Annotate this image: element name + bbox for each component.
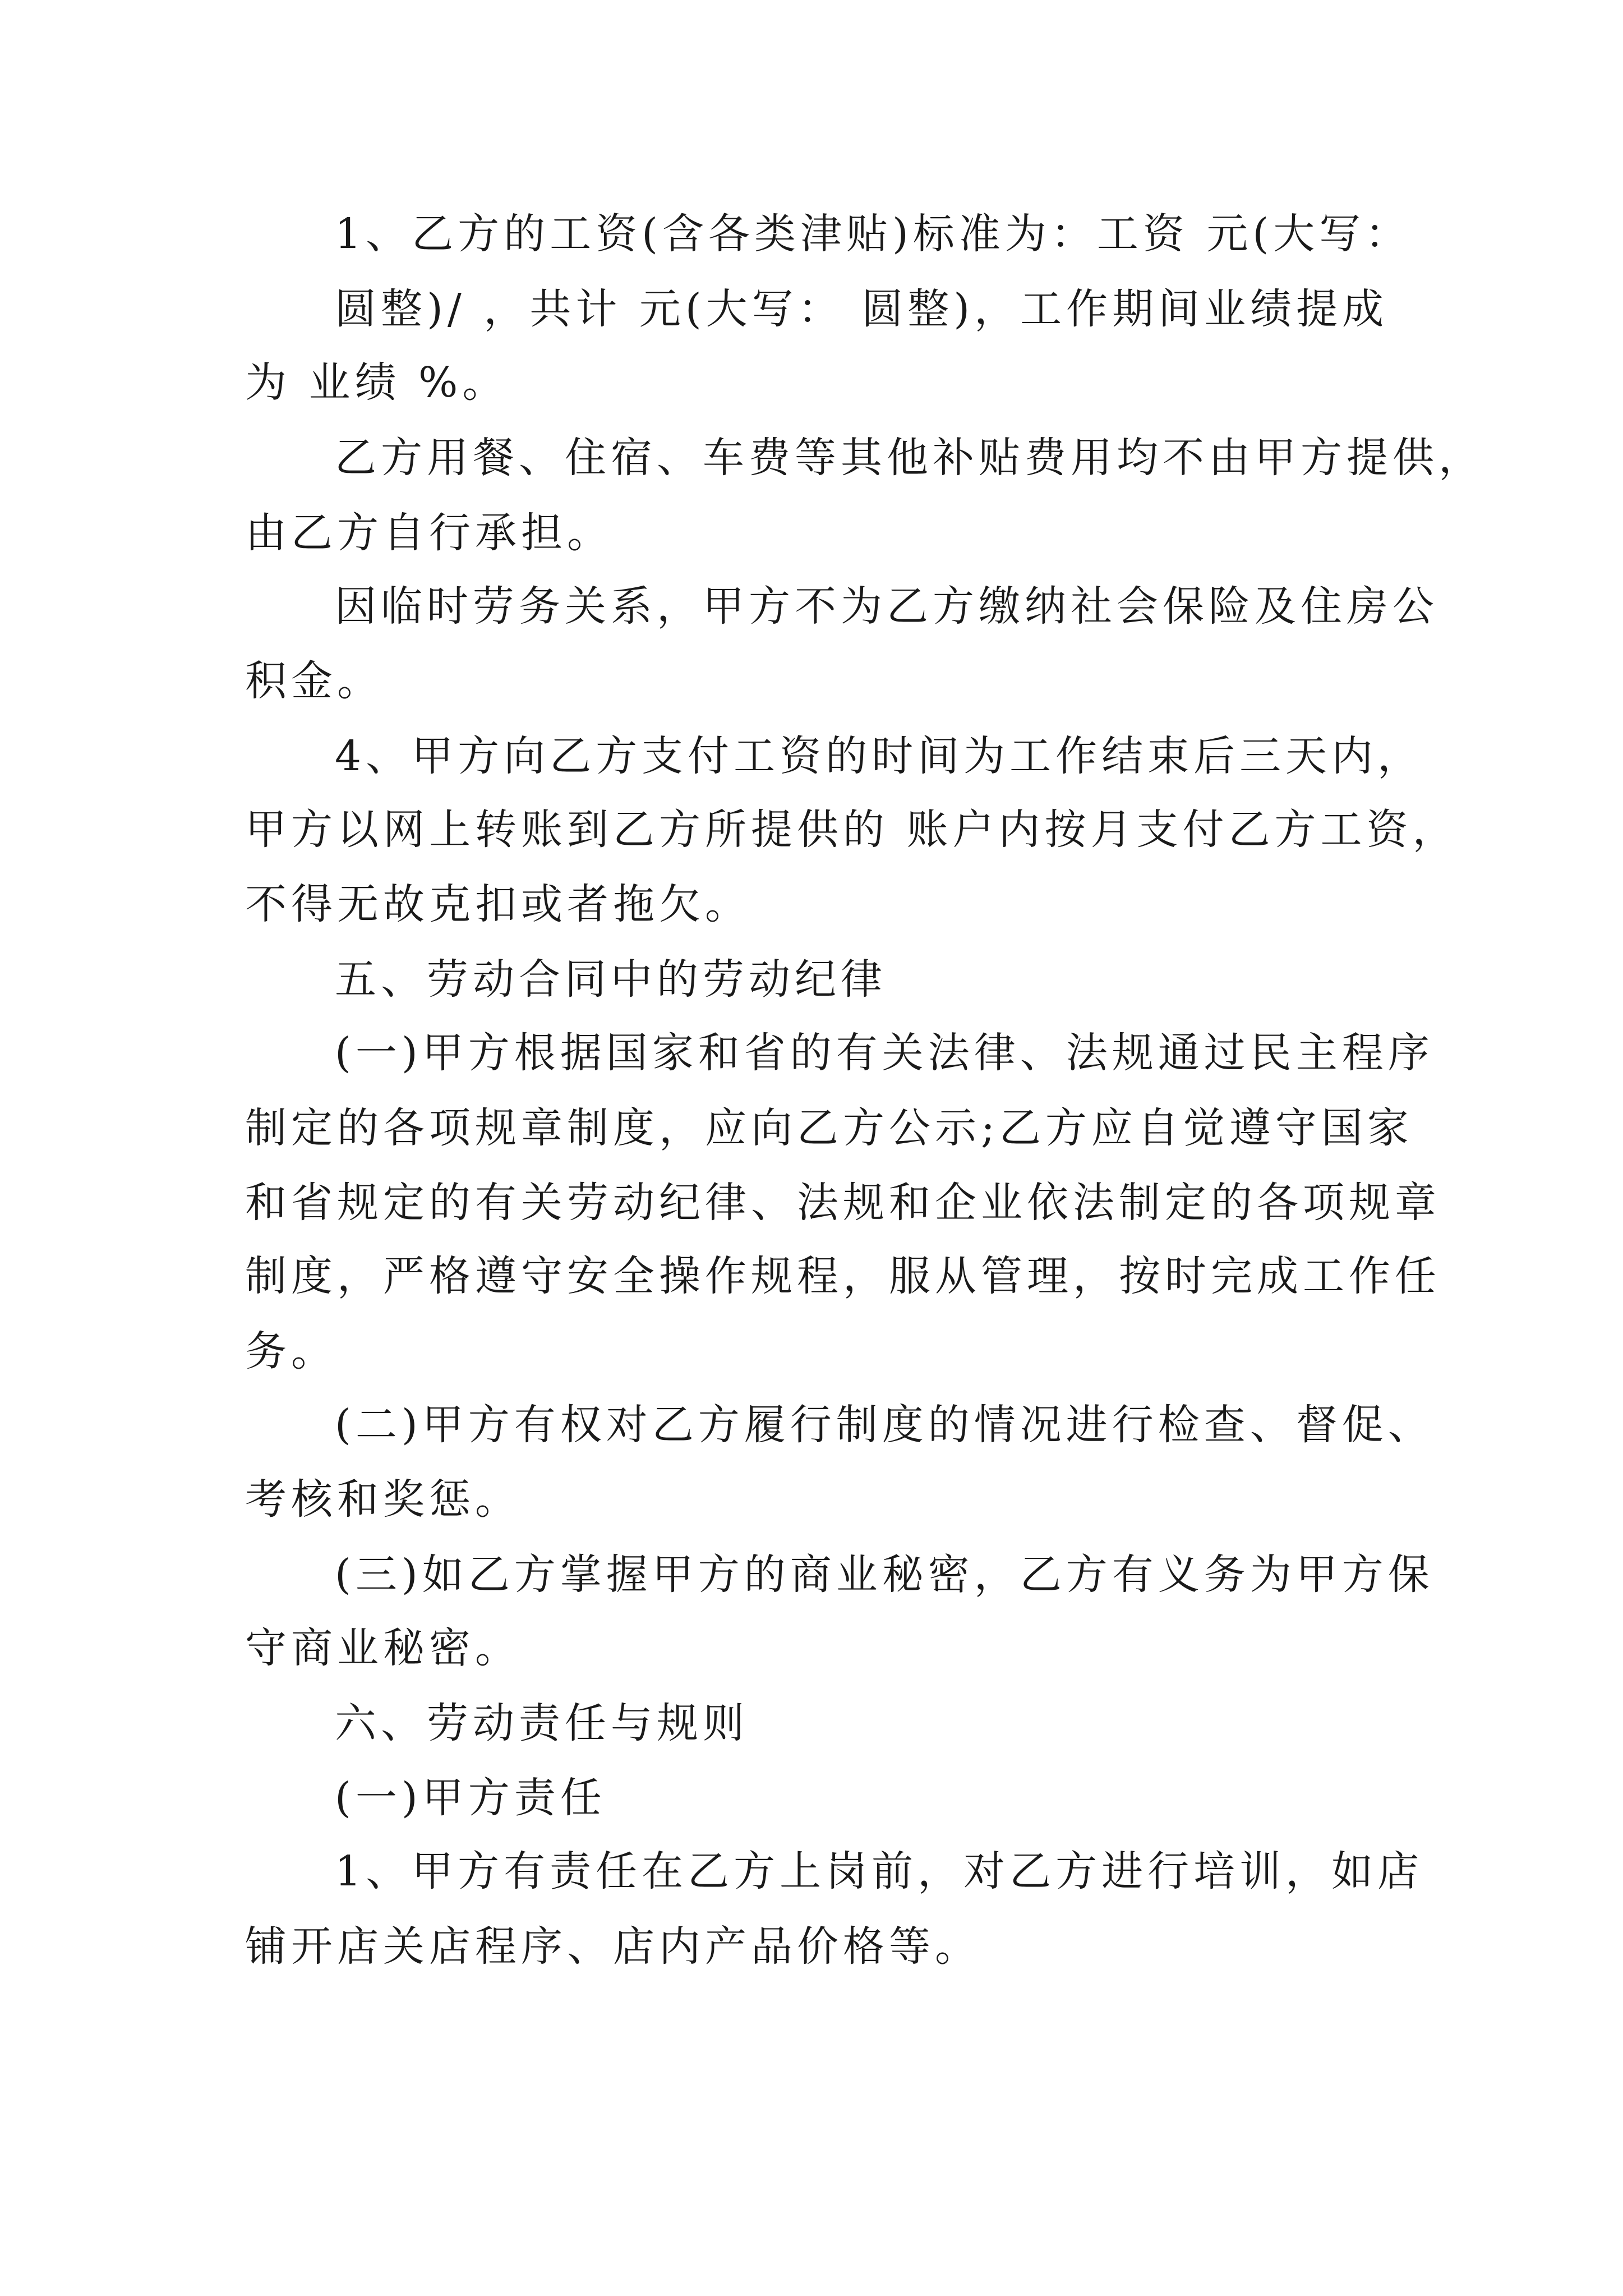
text-line: 和省规定的有关劳动纪律、法规和企业依法制定的各项规章: [245, 1179, 1441, 1227]
text-line: 制定的各项规章制度，应向乙方公示;乙方应自觉遵守国家: [245, 1104, 1413, 1152]
text-line: 不得无故克扣或者拖欠。: [245, 880, 751, 928]
text-line: 圆整)/ ，共计 元(大写： 圆整)，工作期间业绩提成: [335, 285, 1389, 333]
text-line: 守商业秘密。: [245, 1624, 521, 1672]
text-line: (二)甲方有权对乙方履行制度的情况进行检查、督促、: [335, 1401, 1434, 1449]
text-line: 乙方用餐、住宿、车费等其他补贴费用均不由甲方提供，: [335, 434, 1484, 482]
text-line: 铺开店关店程序、店内产品价格等。: [245, 1922, 981, 1971]
text-line: 制度，严格遵守安全操作规程，服从管理，按时完成工作任: [245, 1252, 1441, 1300]
text-line: 考核和奖惩。: [245, 1475, 521, 1524]
text-line: (一)甲方根据国家和省的有关法律、法规通过民主程序: [335, 1029, 1434, 1077]
text-line: 因临时劳务关系，甲方不为乙方缴纳社会保险及住房公: [335, 582, 1438, 631]
section-heading: 五、劳动合同中的劳动纪律: [335, 955, 887, 1004]
text-line: 4、甲方向乙方支付工资的时间为工作结束后三天内，: [335, 732, 1424, 780]
text-line: 甲方以网上转账到乙方所提供的 账户内按月支付乙方工资，: [245, 806, 1459, 854]
text-line: 由乙方自行承担。: [245, 509, 613, 557]
text-line: 务。: [245, 1327, 337, 1375]
subsection-heading: (一)甲方责任: [335, 1774, 606, 1822]
section-heading: 六、劳动责任与规则: [335, 1699, 749, 1747]
text-line: 为 业绩 %。: [245, 358, 509, 407]
text-line: 1、乙方的工资(含各类津贴)标准为：工资 元(大写：: [335, 210, 1412, 258]
text-line: 1、甲方有责任在乙方上岗前，对乙方进行培训，如店: [335, 1847, 1424, 1895]
text-line: 积金。: [245, 657, 383, 705]
text-line: (三)如乙方掌握甲方的商业秘密，乙方有义务为甲方保: [335, 1550, 1434, 1599]
